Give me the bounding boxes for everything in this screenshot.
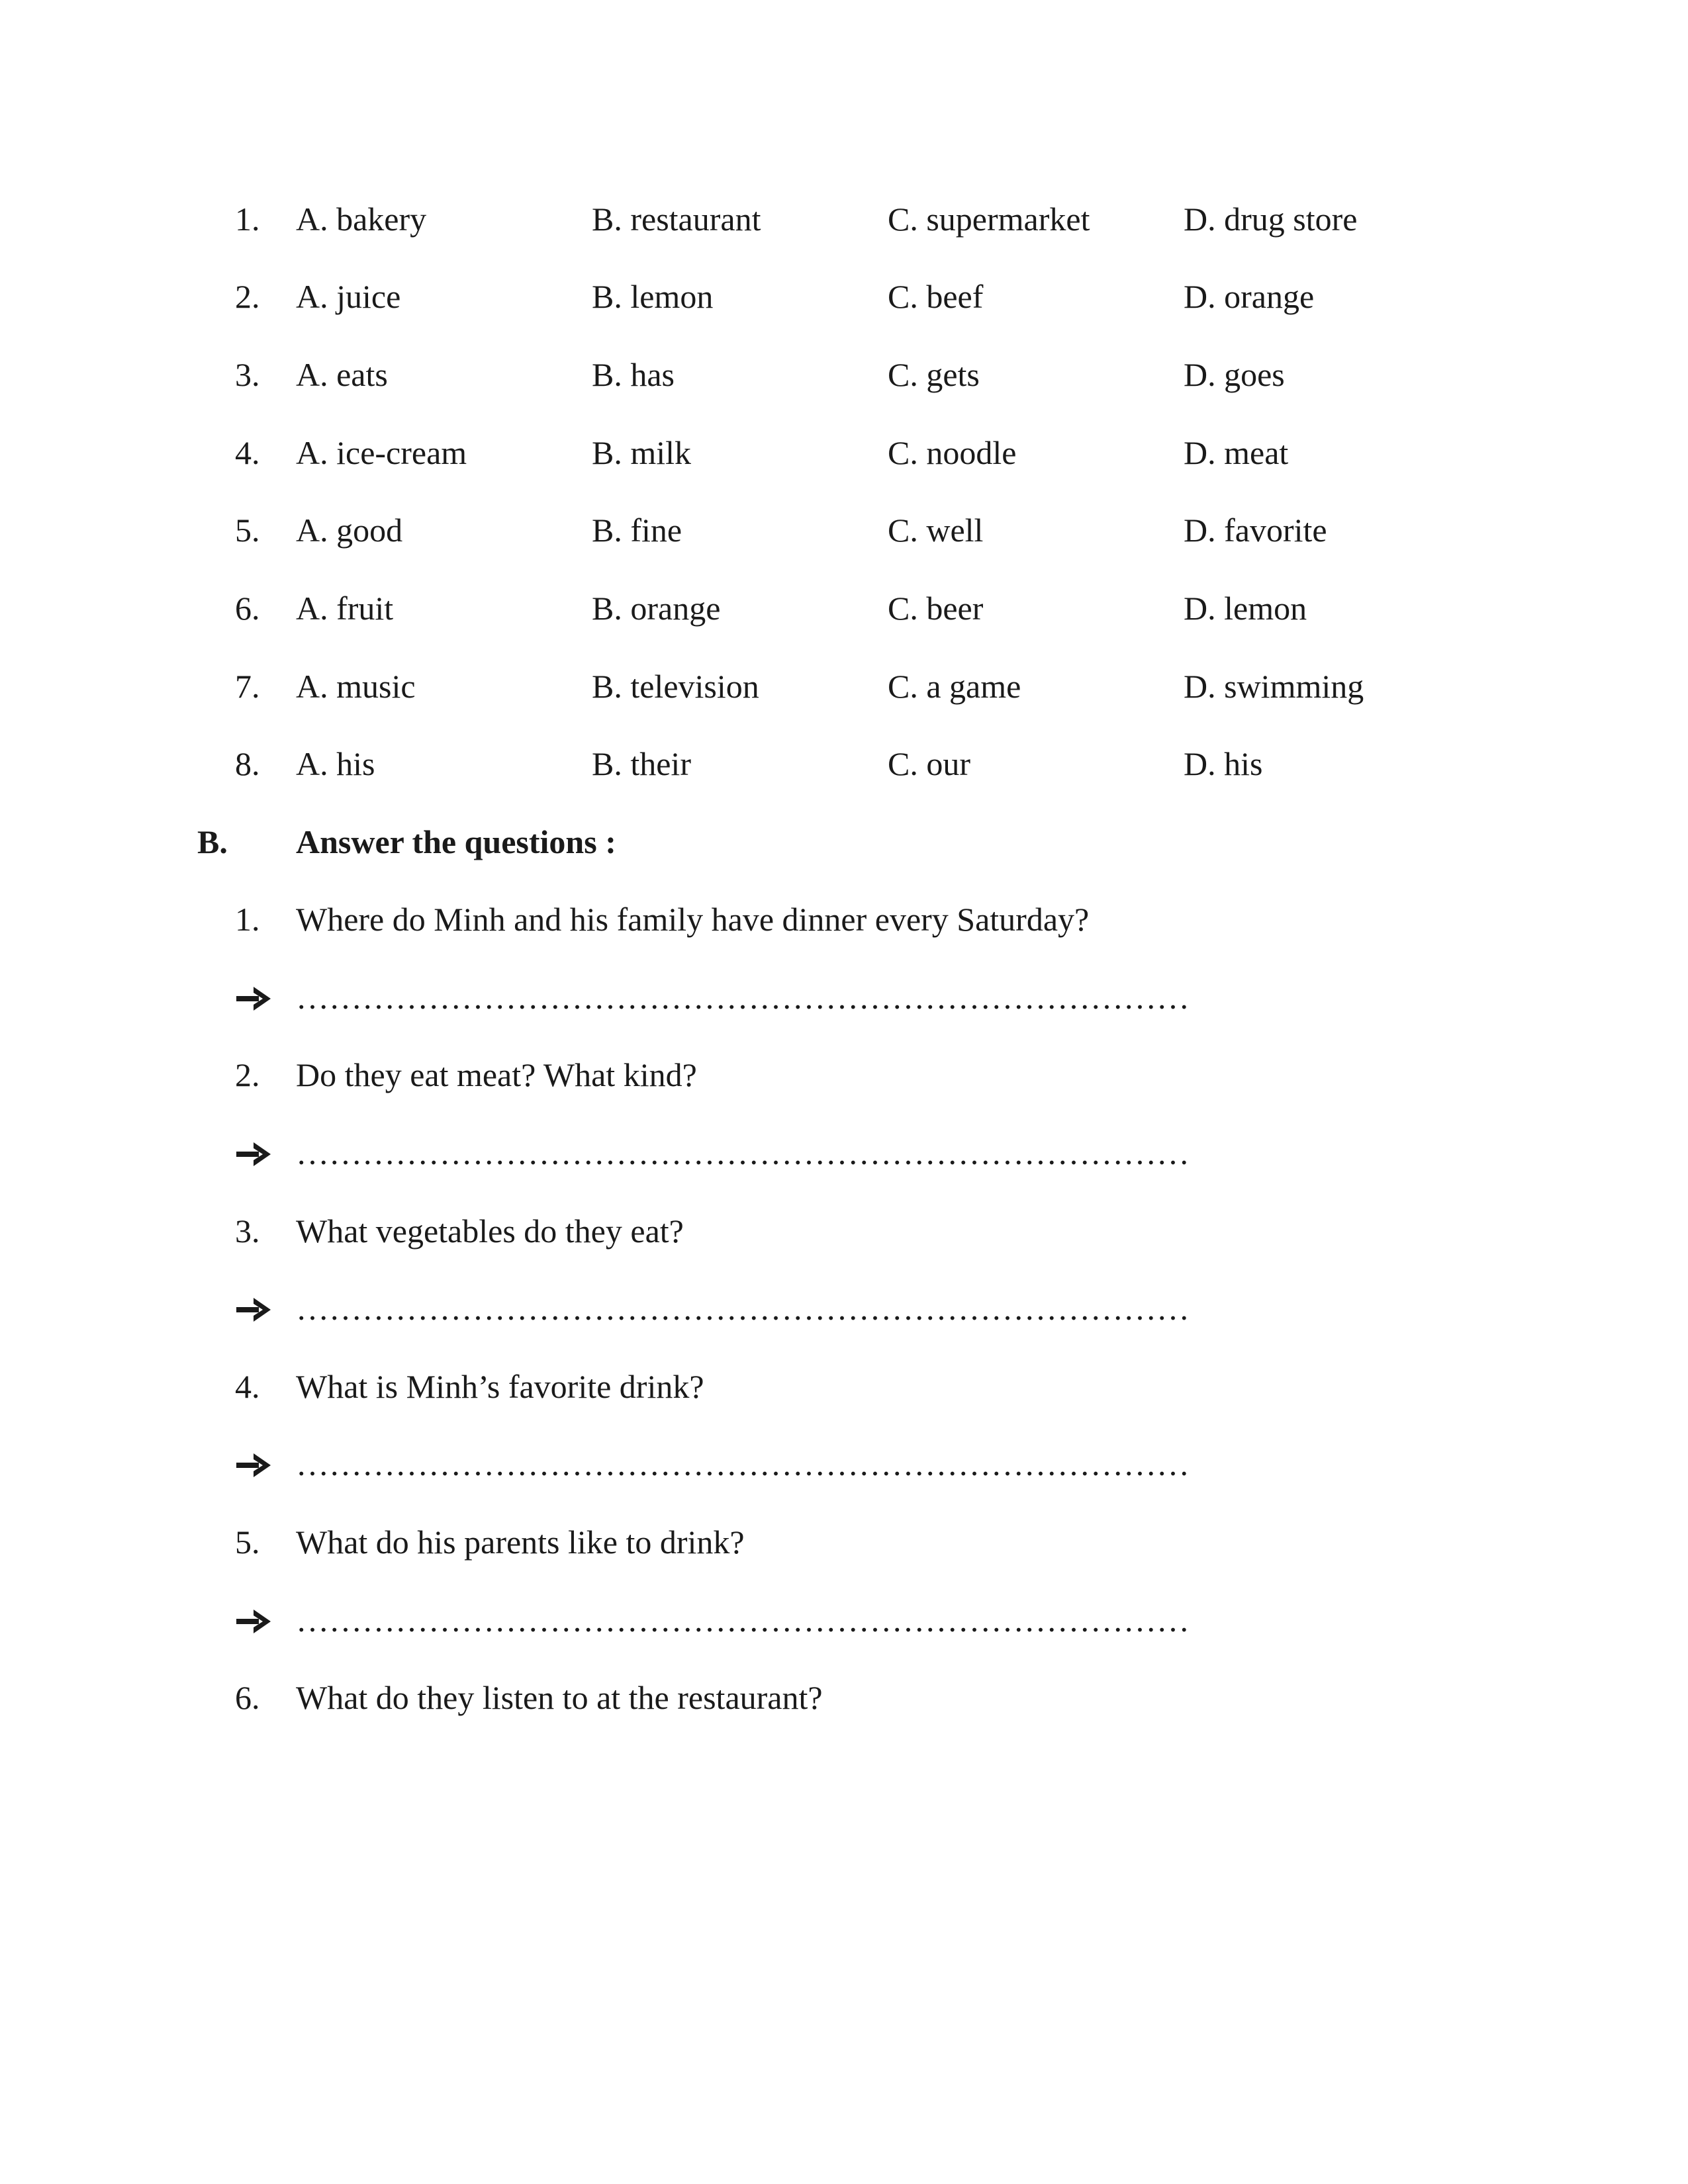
- option-a: A. eats: [296, 356, 388, 393]
- item-number: 8.: [235, 745, 260, 782]
- option-b: B. restaurant: [592, 201, 761, 238]
- option-a: A. ice-cream: [296, 434, 467, 471]
- choice-row: [0, 660, 1688, 713]
- question-text: What is Minh’s favorite drink?: [296, 1368, 704, 1405]
- question-number: 6.: [235, 1679, 260, 1716]
- question-text: What do his parents like to drink?: [296, 1524, 745, 1561]
- option-b: B. fine: [592, 512, 682, 549]
- option-d: D. drug store: [1184, 201, 1358, 238]
- item-number: 5.: [235, 512, 260, 549]
- answer-line[interactable]: ………………………………………………………………………: [296, 1134, 1190, 1171]
- question-row: [0, 1048, 1688, 1101]
- right-arrow-icon: [236, 1298, 271, 1322]
- choice-row: [0, 582, 1688, 635]
- option-d: D. lemon: [1184, 590, 1307, 627]
- option-b: B. has: [592, 356, 675, 393]
- question-number: 2.: [235, 1056, 260, 1093]
- answer-line[interactable]: ………………………………………………………………………: [296, 1445, 1190, 1482]
- choice-row: [0, 737, 1688, 790]
- option-c: C. a game: [888, 668, 1021, 705]
- question-row: [0, 1360, 1688, 1413]
- right-arrow-icon: [236, 1610, 271, 1633]
- question-text: Where do Minh and his family have dinner every Saturday?: [296, 901, 1090, 938]
- section-title: Answer the questions :: [296, 823, 616, 860]
- choice-row: [0, 193, 1688, 246]
- section-letter: B.: [197, 823, 228, 860]
- option-b: B. lemon: [592, 278, 714, 315]
- question-number: 5.: [235, 1524, 260, 1561]
- answer-row[interactable]: [0, 1282, 1688, 1335]
- right-arrow-icon: [236, 1453, 271, 1477]
- option-b: B. orange: [592, 590, 721, 627]
- item-number: 7.: [235, 668, 260, 705]
- item-number: 4.: [235, 434, 260, 471]
- option-d: D. goes: [1184, 356, 1285, 393]
- option-a: A. fruit: [296, 590, 394, 627]
- option-b: B. milk: [592, 434, 692, 471]
- question-number: 1.: [235, 901, 260, 938]
- right-arrow-icon: [236, 1142, 271, 1166]
- choice-row: [0, 504, 1688, 557]
- option-c: C. supermarket: [888, 201, 1090, 238]
- option-d: D. his: [1184, 745, 1263, 782]
- option-a: A. his: [296, 745, 375, 782]
- option-d: D. orange: [1184, 278, 1315, 315]
- question-text: Do they eat meat? What kind?: [296, 1056, 697, 1093]
- option-c: C. noodle: [888, 434, 1017, 471]
- option-c: C. beer: [888, 590, 984, 627]
- right-arrow-icon: [236, 987, 271, 1011]
- choice-row: [0, 270, 1688, 323]
- answer-line[interactable]: ………………………………………………………………………: [296, 1290, 1190, 1327]
- option-b: B. television: [592, 668, 759, 705]
- answer-row[interactable]: [0, 1126, 1688, 1179]
- question-row: [0, 1516, 1688, 1569]
- item-number: 2.: [235, 278, 260, 315]
- question-row: [0, 1671, 1688, 1724]
- option-c: C. well: [888, 512, 984, 549]
- answer-line[interactable]: ………………………………………………………………………: [296, 1602, 1190, 1639]
- option-d: D. meat: [1184, 434, 1289, 471]
- question-number: 3.: [235, 1212, 260, 1250]
- option-d: D. favorite: [1184, 512, 1327, 549]
- question-row: [0, 893, 1688, 946]
- item-number: 1.: [235, 201, 260, 238]
- option-c: C. gets: [888, 356, 980, 393]
- item-number: 3.: [235, 356, 260, 393]
- question-number: 4.: [235, 1368, 260, 1405]
- option-a: A. music: [296, 668, 416, 705]
- option-d: D. swimming: [1184, 668, 1364, 705]
- option-a: A. good: [296, 512, 403, 549]
- question-text: What vegetables do they eat?: [296, 1212, 684, 1250]
- question-row: [0, 1205, 1688, 1257]
- option-b: B. their: [592, 745, 691, 782]
- option-c: C. beef: [888, 278, 984, 315]
- option-a: A. bakery: [296, 201, 427, 238]
- answer-row[interactable]: [0, 1594, 1688, 1647]
- option-c: C. our: [888, 745, 970, 782]
- item-number: 6.: [235, 590, 260, 627]
- answer-row[interactable]: [0, 971, 1688, 1024]
- choice-row: [0, 426, 1688, 479]
- answer-row[interactable]: [0, 1437, 1688, 1490]
- section-b-heading: [0, 815, 1688, 868]
- choice-row: [0, 348, 1688, 401]
- answer-line[interactable]: ………………………………………………………………………: [296, 979, 1190, 1016]
- option-a: A. juice: [296, 278, 401, 315]
- question-text: What do they listen to at the restaurant?: [296, 1679, 823, 1716]
